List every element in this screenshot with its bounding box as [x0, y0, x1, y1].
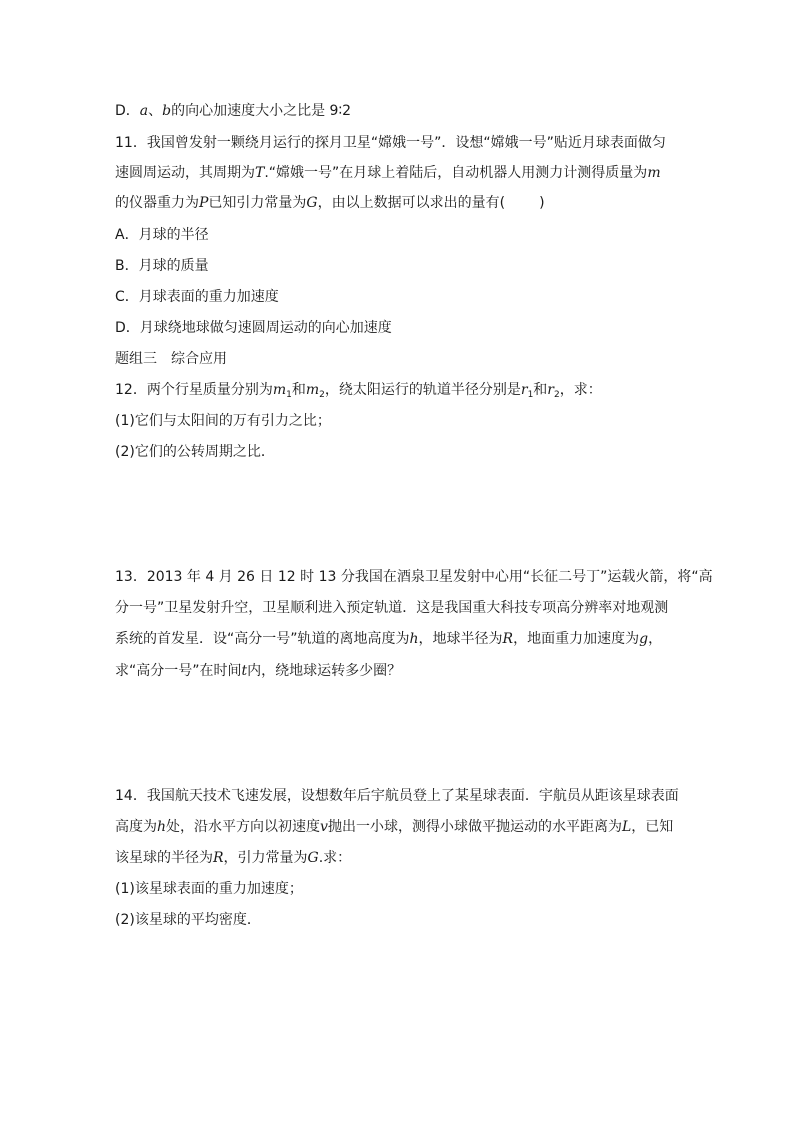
- q11-option-c: C．月球表面的重力加速度: [115, 289, 279, 305]
- text: ，由以上数据可以求出的量有(: [317, 195, 506, 211]
- var-v: v: [320, 819, 328, 835]
- subscript: 2: [554, 390, 560, 400]
- q13-line-4: [115, 661, 401, 681]
- var-t: t: [241, 663, 248, 679]
- text: .“嫦娥一号”在月球上着陆后，自动机器人用测力计测得质量为: [264, 165, 648, 181]
- q10-option-d: [115, 101, 351, 121]
- option-label: D．: [115, 103, 140, 119]
- var-G: G: [306, 195, 318, 211]
- text: .求：: [318, 850, 352, 866]
- text: 和: [533, 382, 548, 398]
- separator: 、: [148, 103, 163, 119]
- text: 12．两个行星质量分别为: [115, 382, 273, 398]
- q11-option-b: B．月球的质量: [115, 258, 209, 274]
- var-r2: r: [547, 382, 554, 398]
- var-R: R: [502, 631, 514, 647]
- var-a: a: [139, 103, 149, 119]
- subscript: 1: [527, 390, 534, 400]
- var-R: R: [213, 850, 224, 866]
- q11-line-2: [115, 163, 661, 183]
- var-m2: m: [305, 382, 320, 398]
- q13-line-2: 分一号”卫星发射升空，卫星顺利进入预定轨道．这是我国重大科技专项高分辨率对地观测: [115, 600, 669, 616]
- subscript: 1: [286, 390, 292, 400]
- var-g: g: [639, 631, 649, 647]
- q13-line-3: [115, 629, 662, 649]
- text: ，已知: [631, 819, 674, 835]
- subscript: 2: [319, 390, 325, 400]
- q12-part-1: (1)它们与太阳间的万有引力之比；: [115, 413, 331, 429]
- var-G: G: [307, 850, 319, 866]
- var-L: L: [621, 819, 632, 835]
- text: ，求：: [559, 382, 602, 398]
- text: 已知引力常量为: [208, 195, 307, 211]
- q11-option-d: D．月球绕地球做匀速圆周运动的向心加速度: [115, 320, 392, 336]
- var-m1: m: [272, 382, 287, 398]
- text: 该星球的半径为: [115, 850, 213, 866]
- group-title: 题组三 综合应用: [115, 351, 227, 367]
- q14-line-1: 14．我国航天技术飞速发展，设想数年后宇航员登上了某星球表面．宇航员从距该星球表面: [115, 788, 679, 804]
- text: 高度为: [115, 819, 157, 835]
- q14-part-2: (2)该星球的平均密度．: [115, 912, 261, 928]
- text: 速圆周运动，其周期为: [115, 165, 255, 181]
- var-b: b: [162, 103, 172, 119]
- option-text: 的向心加速度大小之比是 9∶2: [171, 103, 352, 119]
- var-h: h: [157, 819, 167, 835]
- text: 系统的首发星．设“高分一号”轨道的离地高度为: [115, 631, 410, 647]
- text: 处，沿水平方向以初速度: [166, 819, 321, 835]
- text: 求“高分一号”在时间: [115, 663, 242, 679]
- q13-line-1: 13．2013 年 4 月 26 日 12 时 13 分我国在酒泉卫星发射中心用“长征二号丁”运载火箭，将“高: [115, 569, 713, 585]
- q14-part-1: (1)该星球表面的重力加速度；: [115, 881, 303, 897]
- q11-option-a: A．月球的半径: [115, 227, 209, 243]
- q14-line-3: [115, 848, 351, 868]
- text: 内，绕地球运转多少圈？: [247, 663, 402, 679]
- text: 的仪器重力为: [115, 195, 199, 211]
- var-r1: r: [520, 382, 528, 398]
- text: ，绕太阳运行的轨道半径分别是: [324, 382, 521, 398]
- text: ): [539, 195, 545, 211]
- text: ，地面重力加速度为: [513, 631, 640, 647]
- text: ，: [648, 631, 663, 647]
- text: 和: [291, 382, 306, 398]
- text: ，地球半径为: [418, 631, 503, 647]
- q12-line-1: [115, 380, 602, 400]
- var-h: h: [409, 631, 419, 647]
- q14-line-2: [115, 817, 673, 837]
- var-m: m: [647, 165, 661, 181]
- q11-line-1: 11．我国曾发射一颗绕月运行的探月卫星“嫦娥一号”．设想“嫦娥一号”贴近月球表面做匀: [115, 135, 666, 151]
- var-P: P: [199, 195, 209, 211]
- var-T: T: [255, 165, 265, 181]
- text: ，引力常量为: [223, 850, 308, 866]
- q12-part-2: (2)它们的公转周期之比．: [115, 444, 275, 460]
- q11-line-3: [115, 193, 545, 213]
- text: 抛出一小球，测得小球做平抛运动的水平距离为: [327, 819, 622, 835]
